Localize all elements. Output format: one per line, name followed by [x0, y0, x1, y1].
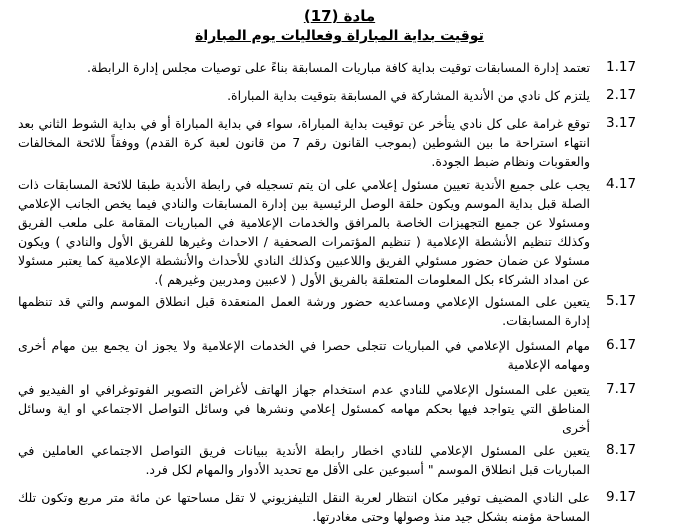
article-title — [0, 27, 679, 45]
clause-8-number: 8.17 — [606, 442, 637, 458]
clause-2-text: يلتزم كل نادي من الأندية المشاركة في المسابقة بتوقيت بداية المباراة. — [227, 88, 590, 103]
clause-3-text: توقع غرامة على كل نادي يتأخر عن توقيت بداية المباراة، سواء في بداية المباراة أو في بداية الشوط الثاني بعد انتهاء استراحة ما بين الشوطين (بموجب القانون رقم 7 من قانون لعبة كرة القدم) ووفقاً للائحة المخالفات والعقوبات ونظام ضبط الجودة. — [18, 116, 590, 169]
clause-9-text: على النادي المضيف توفير مكان انتظار لعربة النقل التليفزيوني لا تقل مساحتها عن مائة متر مربع وتكون تلك المساحة مؤمنه بشكل جيد منذ وصولها وحتى مغادرتها. — [18, 490, 590, 524]
clause-4-number: 4.17 — [606, 176, 637, 192]
clause-5-number: 5.17 — [606, 293, 637, 309]
clause-7-text: يتعين على المسئول الإعلامي للنادي عدم استخدام جهاز الهاتف لأغراض التصوير الفوتوغرافي او الفيديو في المناطق التي يتواجد فيها بحكم مهامه كمسئول إعلامي ونشرها في وسائل التواصل الاجتماعي او اية وسائل أخرى — [18, 382, 590, 435]
clause-6-number: 6.17 — [606, 337, 637, 353]
article-number-text: مادة (17) — [303, 7, 376, 25]
clause-1-number: 1.17 — [606, 59, 637, 75]
clause-3-number: 3.17 — [606, 115, 637, 131]
clause-9-number: 9.17 — [606, 489, 637, 505]
clause-5-text: يتعين على المسئول الإعلامي ومساعديه حضور ورشة العمل المنعقدة قبل انطلاق الموسم والتي قد تنظمها إدارة المسابقات. — [18, 294, 590, 328]
clause-4-text: يجب على جميع الأندية تعيين مسئول إعلامي على ان يتم تسجيله في رابطة الأندية طبقا للائحة المسابقات ذات الصلة قبل بداية الموسم ويكون حلقة الوصل الرئيسية بين إدارة المسابقات والنادي فيما يخص الجانب الإعلامي ومسئولا عن جميع التجهيزات الخاصة بالمرافق والخدمات الإعلامية في المباريات المقامة على ملعب الفريق وكذلك تنظيم الأنشطة الإعلامية ( تنظيم المؤتمرات الصحفية / الاحداث وغيرها للفريق الأول والنادي ) ويكون مسئولا عن ضمان حضور مسئولي الفريق واللاعبين وكذلك النادي للأحداث والأنشطة الإعلامية كما يعتبر مسئولا عن امداد الشركاء بكل المعلومات المتعلقة بالفريق الأول ( لاعبين ومدربين وغيرهم ). — [18, 177, 590, 287]
clause-1-text: تعتمد إدارة المسابقات توقيت بداية كافة مباريات المسابقة بناءً على توصيات مجلس إدارة الرابطة. — [87, 60, 590, 75]
clause-7-number: 7.17 — [606, 381, 637, 397]
clause-2-number: 2.17 — [606, 87, 637, 103]
article-number — [0, 7, 679, 25]
clause-6-text: مهام المسئول الإعلامي في المباريات تتجلى حصرا في الخدمات الإعلامية ولا يجوز ان يجمع بين مهام أخرى ومهامه الإعلامية — [18, 338, 590, 372]
clause-8-text: يتعين على المسئول الإعلامي للنادي اخطار رابطة الأندية ببيانات فريق التواصل الاجتماعي العاملين في المباريات قبل انطلاق الموسم " أسبوعين على الأقل مع تحديد الأدوار والمهام لكل فرد. — [18, 443, 590, 477]
article-title-text: توقيت بداية المباراة وفعاليات يوم المباراة — [195, 28, 484, 44]
